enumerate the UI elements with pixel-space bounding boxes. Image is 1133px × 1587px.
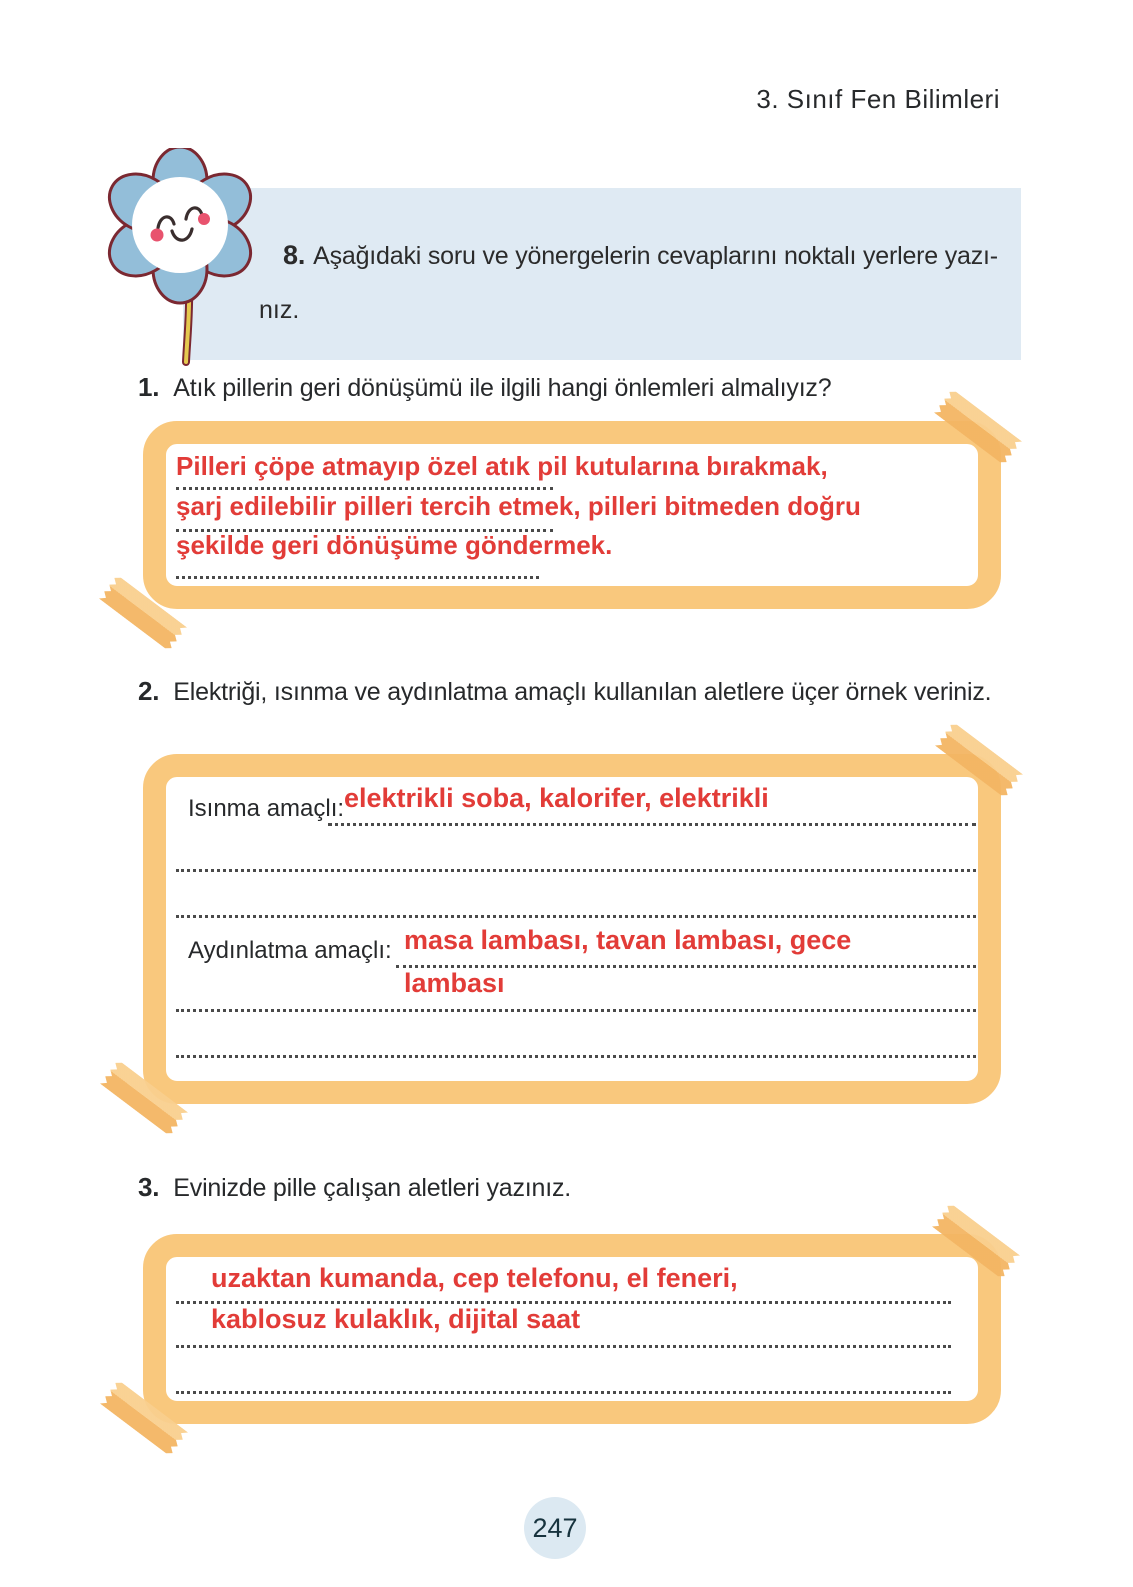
question-1-text: Atık pillerin geri dönüşümü ile ilgili hangi önlemleri almalıyız? (173, 374, 832, 402)
question-2-number: 2. (138, 676, 160, 706)
page-header: 3. Sınıf Fen Bilimleri (756, 84, 1000, 114)
lighting-label: Aydınlatma amaçlı: (188, 937, 392, 964)
question-3 (138, 1172, 571, 1203)
dotted-line (328, 823, 976, 826)
answer-line: şarj edilebilir pilleri tercih etmek, pilleri bitmeden doğru (176, 491, 861, 521)
answer-box-3 (143, 1234, 1001, 1424)
answer-line: şekilde geri dönüşüme göndermek. (176, 530, 613, 560)
answer-box-1 (143, 421, 1001, 609)
dotted-line (176, 1345, 951, 1348)
heating-answer: elektrikli soba, kalorifer, elektrikli (344, 783, 769, 813)
answer-box-2 (143, 754, 1001, 1104)
instruction-box (183, 188, 1021, 360)
answer-line: uzaktan kumanda, cep telefonu, el feneri, (211, 1263, 738, 1293)
question-1-number: 1. (138, 372, 160, 402)
question-3-text: Evinizde pille çalışan aletleri yazınız. (173, 1174, 572, 1202)
question-3-number: 3. (138, 1172, 160, 1202)
question-2-text: Elektriği, ısınma ve aydınlatma amaçlı kullanılan aletlere üçer örnek veriniz. (173, 678, 992, 706)
flower-icon (100, 148, 265, 368)
instruction-text-continued: nız. (259, 296, 300, 324)
answer-line: kablosuz kulaklık, dijital saat (211, 1304, 581, 1334)
instruction-text: 8. Aşağıdaki soru ve yönergelerin cevaplarını noktalı yerlere yazı- (283, 240, 998, 270)
page-number-badge: 247 (524, 1497, 586, 1559)
lighting-answer-line: masa lambası, tavan lambası, gece (404, 925, 852, 955)
instruction-number: 8. (283, 240, 306, 270)
lighting-answer-line: lambası (404, 968, 505, 998)
question-2 (138, 676, 991, 707)
dotted-line (176, 576, 539, 579)
dotted-line (176, 1055, 976, 1058)
heating-label: Isınma amaçlı: (188, 795, 345, 822)
question-1 (138, 372, 831, 403)
dotted-line (176, 1391, 951, 1394)
dotted-line (176, 1009, 976, 1012)
answer-line: Pilleri çöpe atmayıp özel atık pil kutularına bırakmak, (176, 451, 828, 481)
dotted-line (176, 487, 553, 490)
dotted-line (176, 869, 976, 872)
dotted-line (176, 915, 976, 918)
